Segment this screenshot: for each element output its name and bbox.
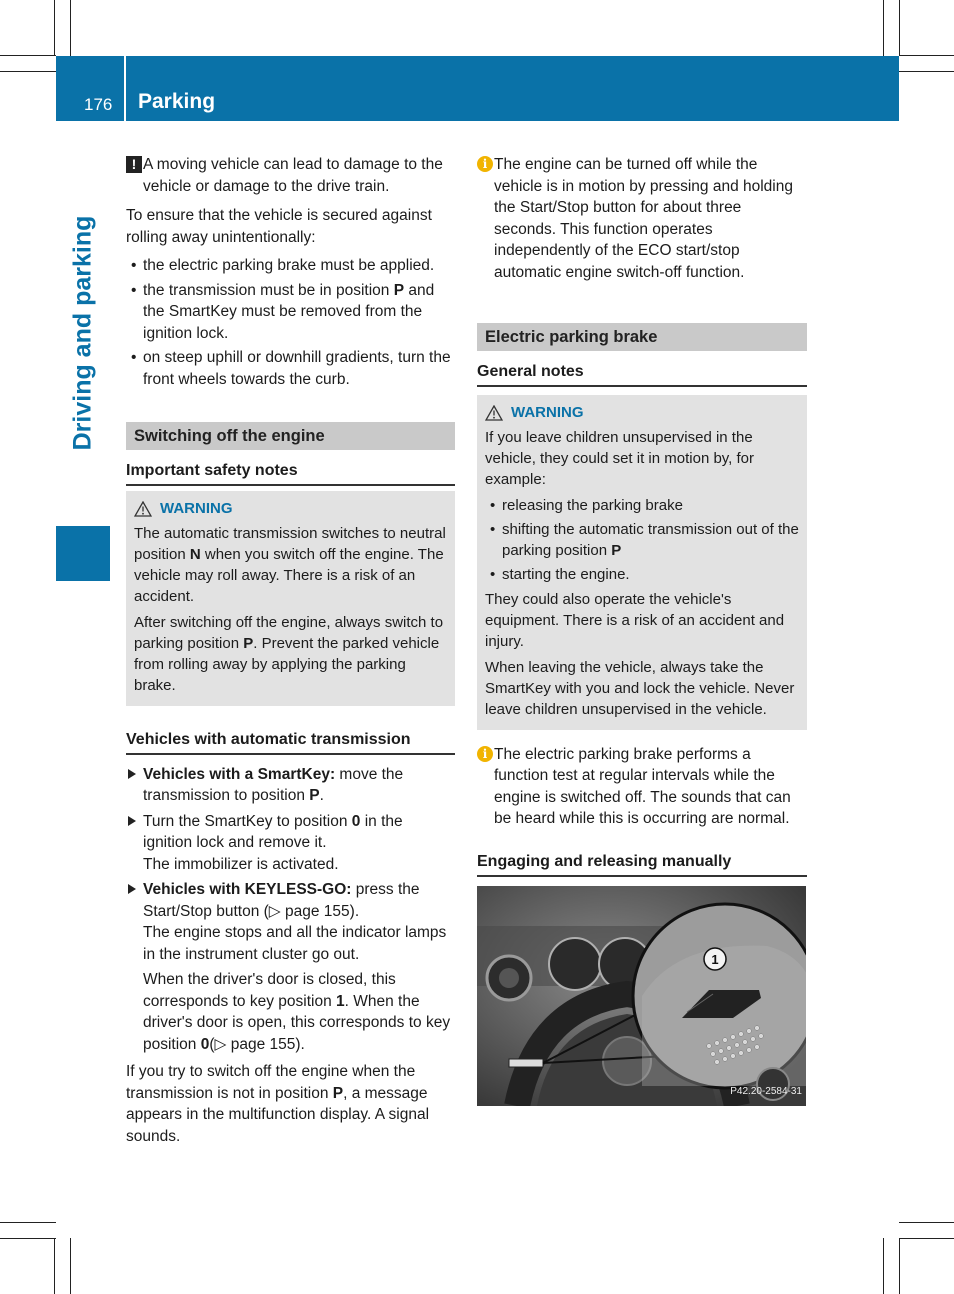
key-position-1: 1: [336, 992, 345, 1010]
warning-triangle-icon: [134, 501, 152, 517]
crop-mark: [54, 1238, 55, 1294]
info-icon: i: [477, 746, 493, 762]
warning-text-part: when you switch off the engine. The vehicle may roll away. There is a risk of an accident.: [134, 545, 444, 605]
warning-title: [134, 498, 447, 520]
exclamation-icon: !: [126, 156, 142, 173]
info-note-text: The engine can be turned off while the vehicle is in motion by pressing and holding the Start/Stop button for about three seconds. This function operates independently of the ECO start/stop automatic engine switch-off function.: [494, 156, 793, 281]
section-heading-parking-brake: Electric parking brake: [477, 323, 807, 351]
step-text: (▷ page 155).: [209, 1035, 305, 1053]
list-item-text: the transmission must be in position: [143, 281, 394, 299]
subheading-safety-notes: Important safety notes: [126, 461, 455, 486]
crop-mark: [0, 71, 56, 72]
step-text: press the Start/Stop button (▷ page 155).: [143, 881, 420, 920]
paragraph-text: If you try to switch off the engine when the transmission is not in position: [126, 1063, 416, 1102]
position-p: P: [393, 281, 405, 299]
position-n: N: [189, 545, 201, 563]
warning-text: They could also operate the vehicle's equipment. There is a risk of an accident and injury.: [485, 590, 785, 650]
crop-mark: [70, 1238, 71, 1294]
step-text: When the driver's door is closed, this corresponds to key position: [143, 971, 396, 1010]
warning-text-part: After switching off the engine, always switch to parking position: [134, 613, 444, 652]
crop-mark: [883, 1238, 884, 1294]
warning-label: WARNING: [160, 500, 233, 517]
arrow-right-icon: [128, 816, 136, 826]
step-text: . When the driver's door is open, this corresponds to key position: [143, 992, 451, 1053]
subheading-general-notes: General notes: [477, 362, 807, 387]
warning-text: [134, 612, 447, 696]
arrow-right-icon: [128, 884, 136, 894]
warning-box: [477, 395, 807, 730]
info-note: [477, 154, 807, 283]
key-position-0: 0: [351, 812, 361, 830]
crop-mark: [0, 1222, 56, 1223]
crop-mark: [54, 0, 55, 56]
crop-mark: [899, 1238, 900, 1294]
info-note: [477, 744, 807, 830]
info-note-text: The electric parking brake performs a function test at regular intervals while the engine is switched off. The sounds that can be heard while this is occurring are normal.: [494, 745, 791, 827]
warning-label: WARNING: [511, 404, 584, 421]
side-tab-marker: [56, 526, 110, 581]
step-text: move the transmission to position: [143, 765, 404, 804]
list-item: • on steep uphill or downhill gradients, turn the front wheels towards the curb.: [126, 347, 455, 390]
list-item-text: and the SmartKey must be removed from the ignition lock.: [143, 281, 435, 342]
warning-text: If you leave children unsupervised in the vehicle, they could set it in motion by, for example:: [485, 428, 755, 488]
list-item: [126, 280, 455, 345]
final-paragraph: [126, 1061, 455, 1147]
callout-1: 1: [711, 951, 719, 967]
chapter-title: Parking: [138, 90, 216, 113]
damage-note: [126, 154, 455, 197]
crop-mark: [899, 1222, 954, 1223]
subheading-automatic-transmission: Vehicles with automatic transmission: [126, 730, 455, 755]
subheading-engaging-releasing: Engaging and releasing manually: [477, 852, 807, 877]
parking-brake-illustration: [477, 886, 806, 1106]
list-item: • releasing the parking brake: [485, 495, 799, 516]
info-icon: i: [477, 156, 493, 172]
crop-mark: [899, 71, 954, 72]
list-item: • the electric parking brake must be applied.: [126, 255, 455, 277]
section-heading-switching-off: Switching off the engine: [126, 422, 455, 450]
secure-list: [126, 255, 455, 390]
crop-mark: [883, 0, 884, 56]
warning-box: [126, 491, 455, 706]
crop-mark: [899, 55, 954, 56]
crop-mark: [70, 0, 71, 56]
warning-title: [485, 402, 799, 424]
step-result: The immobilizer is activated.: [143, 855, 339, 873]
step-smartkey: [126, 764, 455, 807]
warning-text: When leaving the vehicle, always take the SmartKey with you and lock the vehicle. Never leave children unsupervised in the vehicle.: [485, 658, 795, 718]
warning-triangle-icon: [485, 405, 503, 421]
step-detail: [143, 969, 455, 1055]
position-p: P: [611, 541, 622, 559]
step-text: in the ignition lock and remove it.: [143, 812, 403, 851]
list-item: [485, 519, 799, 561]
position-p: P: [243, 634, 254, 652]
crop-mark: [899, 1238, 954, 1239]
secure-intro: To ensure that the vehicle is secured against rolling away unintentionally:: [126, 207, 432, 246]
side-tab-label: Driving and parking: [68, 215, 97, 451]
step-label: Vehicles with KEYLESS-GO:: [143, 881, 352, 898]
cockpit-drawing: [477, 886, 806, 1106]
warning-text: [134, 523, 447, 607]
header-divider: [124, 56, 126, 121]
step-text: .: [319, 787, 324, 804]
warning-text-part: The automatic transmission switches to neutral position: [134, 524, 446, 563]
arrow-right-icon: [128, 769, 136, 779]
crop-mark: [899, 0, 900, 56]
step-turn-key: [126, 811, 455, 876]
step-label: Vehicles with a SmartKey:: [143, 765, 336, 783]
warning-list: [485, 495, 799, 585]
list-item-text: shifting the automatic transmission out of the parking position: [502, 520, 799, 559]
left-column: [126, 154, 455, 1154]
position-p: P: [309, 787, 320, 804]
right-column: [477, 154, 807, 1106]
step-text: Turn the SmartKey to position: [143, 812, 352, 830]
damage-note-text: A moving vehicle can lead to damage to the vehicle or damage to the drive train.: [143, 156, 443, 195]
list-item: • starting the engine.: [485, 564, 799, 585]
crop-mark: [0, 55, 56, 56]
crop-mark: [0, 1238, 56, 1239]
step-result: The engine stops and all the indicator lamps in the instrument cluster go out.: [143, 924, 447, 963]
chapter-side-tab: [56, 121, 110, 581]
paragraph-text: , a message appears in the multifunction display. A signal sounds.: [126, 1084, 430, 1145]
warning-text-part: . Prevent the parked vehicle from rolling away by applying the parking brake.: [134, 634, 440, 694]
position-p: P: [332, 1084, 344, 1102]
figure-reference-label: P42.20-2584-31: [730, 1086, 802, 1097]
key-position-0: 0: [200, 1035, 210, 1053]
page-number: 176: [84, 95, 113, 114]
step-keyless-go: [126, 879, 455, 1055]
